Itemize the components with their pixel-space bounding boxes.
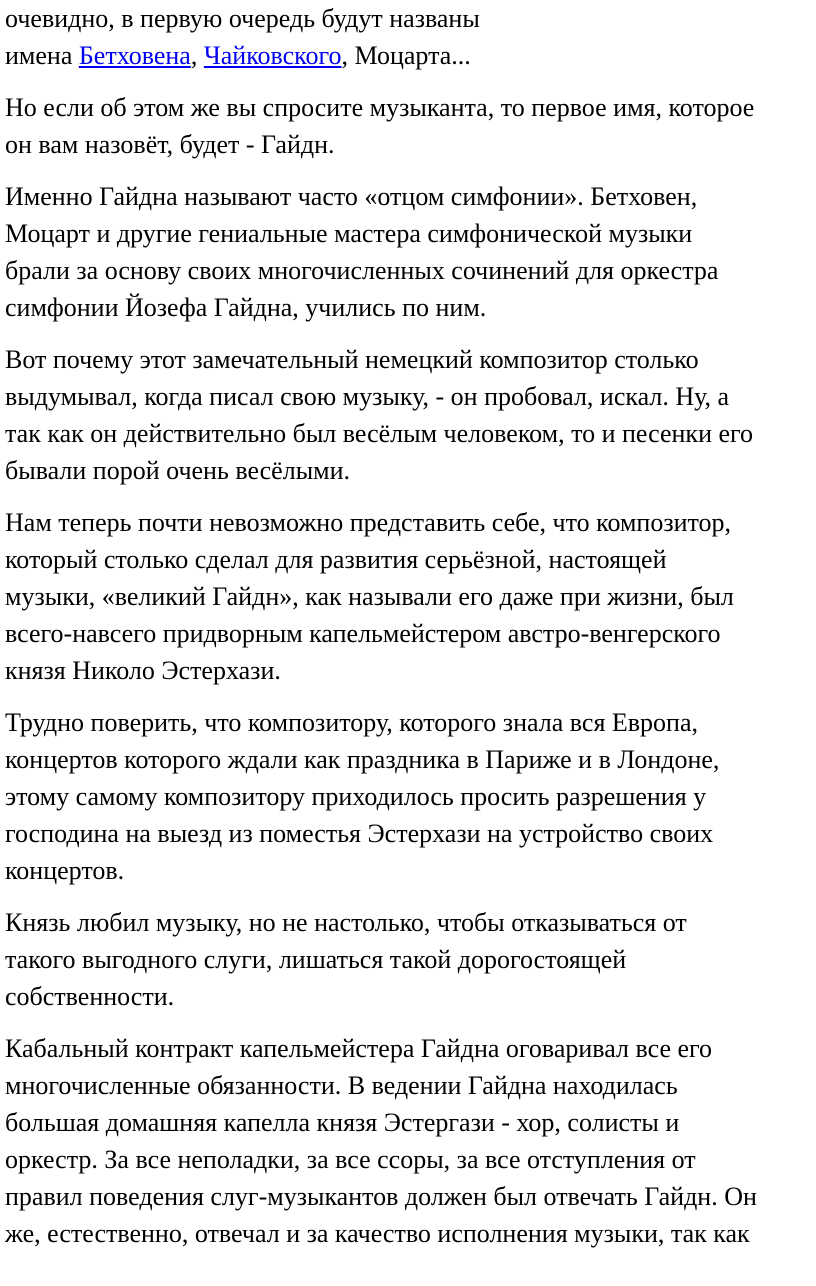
text-line: господина на выезд из поместья Эстерхази на устройство своих <box>5 819 714 848</box>
text-line: князя Николо Эстерхази. <box>5 656 281 685</box>
text-line: Вот почему этот замечательный немецкий композитор столько <box>5 345 699 374</box>
text-line: такого выгодного слуги, лишаться такой дорогостоящей <box>5 945 627 974</box>
text-line: музыки, «великий Гайдн», как называли его даже при жизни, был <box>5 582 734 611</box>
separator: , <box>190 41 204 70</box>
text-line: же, естественно, отвечал и за качество исполнения музыки, так как <box>5 1219 750 1248</box>
text-line: Нам теперь почти невозможно представить себе, что композитор, <box>5 508 732 537</box>
paragraph-6 <box>5 704 806 889</box>
text-line: Но если об этом же вы спросите музыканта, то первое имя, которое <box>5 93 755 122</box>
text-line: очевидно, в первую очередь будут названы <box>5 4 480 33</box>
text-line: который столько сделал для развития серьёзной, настоящей <box>5 545 667 574</box>
text-fragment: , Моцарта... <box>341 41 471 70</box>
text-line: выдумывал, когда писал свою музыку, - он пробовал, искал. Ну, а <box>5 382 730 411</box>
text-line: концертов. <box>5 856 125 885</box>
text-line: правил поведения слуг-музыкантов должен был отвечать Гайдн. Он <box>5 1182 757 1211</box>
tchaikovsky-link[interactable]: Чайковского <box>203 41 342 70</box>
beethoven-link[interactable]: Бетховена <box>78 41 191 70</box>
paragraph-8 <box>5 1030 806 1252</box>
text-line: собственности. <box>5 982 175 1011</box>
text-line: концертов которого ждали как праздника в Париже и в Лондоне, <box>5 745 720 774</box>
text-line: Моцарт и другие гениальные мастера симфонической музыки <box>5 219 693 248</box>
paragraph-5 <box>5 504 806 689</box>
text-line: Князь любил музыку, но не настолько, чтобы отказываться от <box>5 908 687 937</box>
text-line: он вам назовёт, будет - Гайдн. <box>5 130 335 159</box>
text-line: Именно Гайдна называют часто «отцом симфонии». Бетховен, <box>5 182 698 211</box>
text-line: Трудно поверить, что композитору, которого знала вся Европа, <box>5 708 699 737</box>
text-line: симфонии Йозефа Гайдна, учились по ним. <box>5 293 487 322</box>
text-fragment: имена <box>5 41 79 70</box>
text-line: всего-навсего придворным капельмейстером австро-венгерского <box>5 619 721 648</box>
text-line: оркестр. За все неполадки, за все ссоры, за все отступления от <box>5 1145 696 1174</box>
paragraph-7 <box>5 904 806 1015</box>
text-line <box>5 37 806 74</box>
text-line: Кабальный контракт капельмейстера Гайдна оговаривал все его <box>5 1034 713 1063</box>
paragraph-3 <box>5 178 806 326</box>
text-line: многочисленные обязанности. В ведении Гайдна находилась <box>5 1071 678 1100</box>
text-line: бывали порой очень весёлыми. <box>5 456 351 485</box>
text-line: этому самому композитору приходилось просить разрешения у <box>5 782 707 811</box>
paragraph-2 <box>5 89 806 163</box>
paragraph-4 <box>5 341 806 489</box>
text-line: так как он действительно был весёлым человеком, то и песенки его <box>5 419 754 448</box>
text-line: брали за основу своих многочисленных сочинений для оркестра <box>5 256 719 285</box>
text-line: большая домашняя капелла князя Эстергази - хор, солисты и <box>5 1108 680 1137</box>
paragraph-1 <box>5 0 806 74</box>
